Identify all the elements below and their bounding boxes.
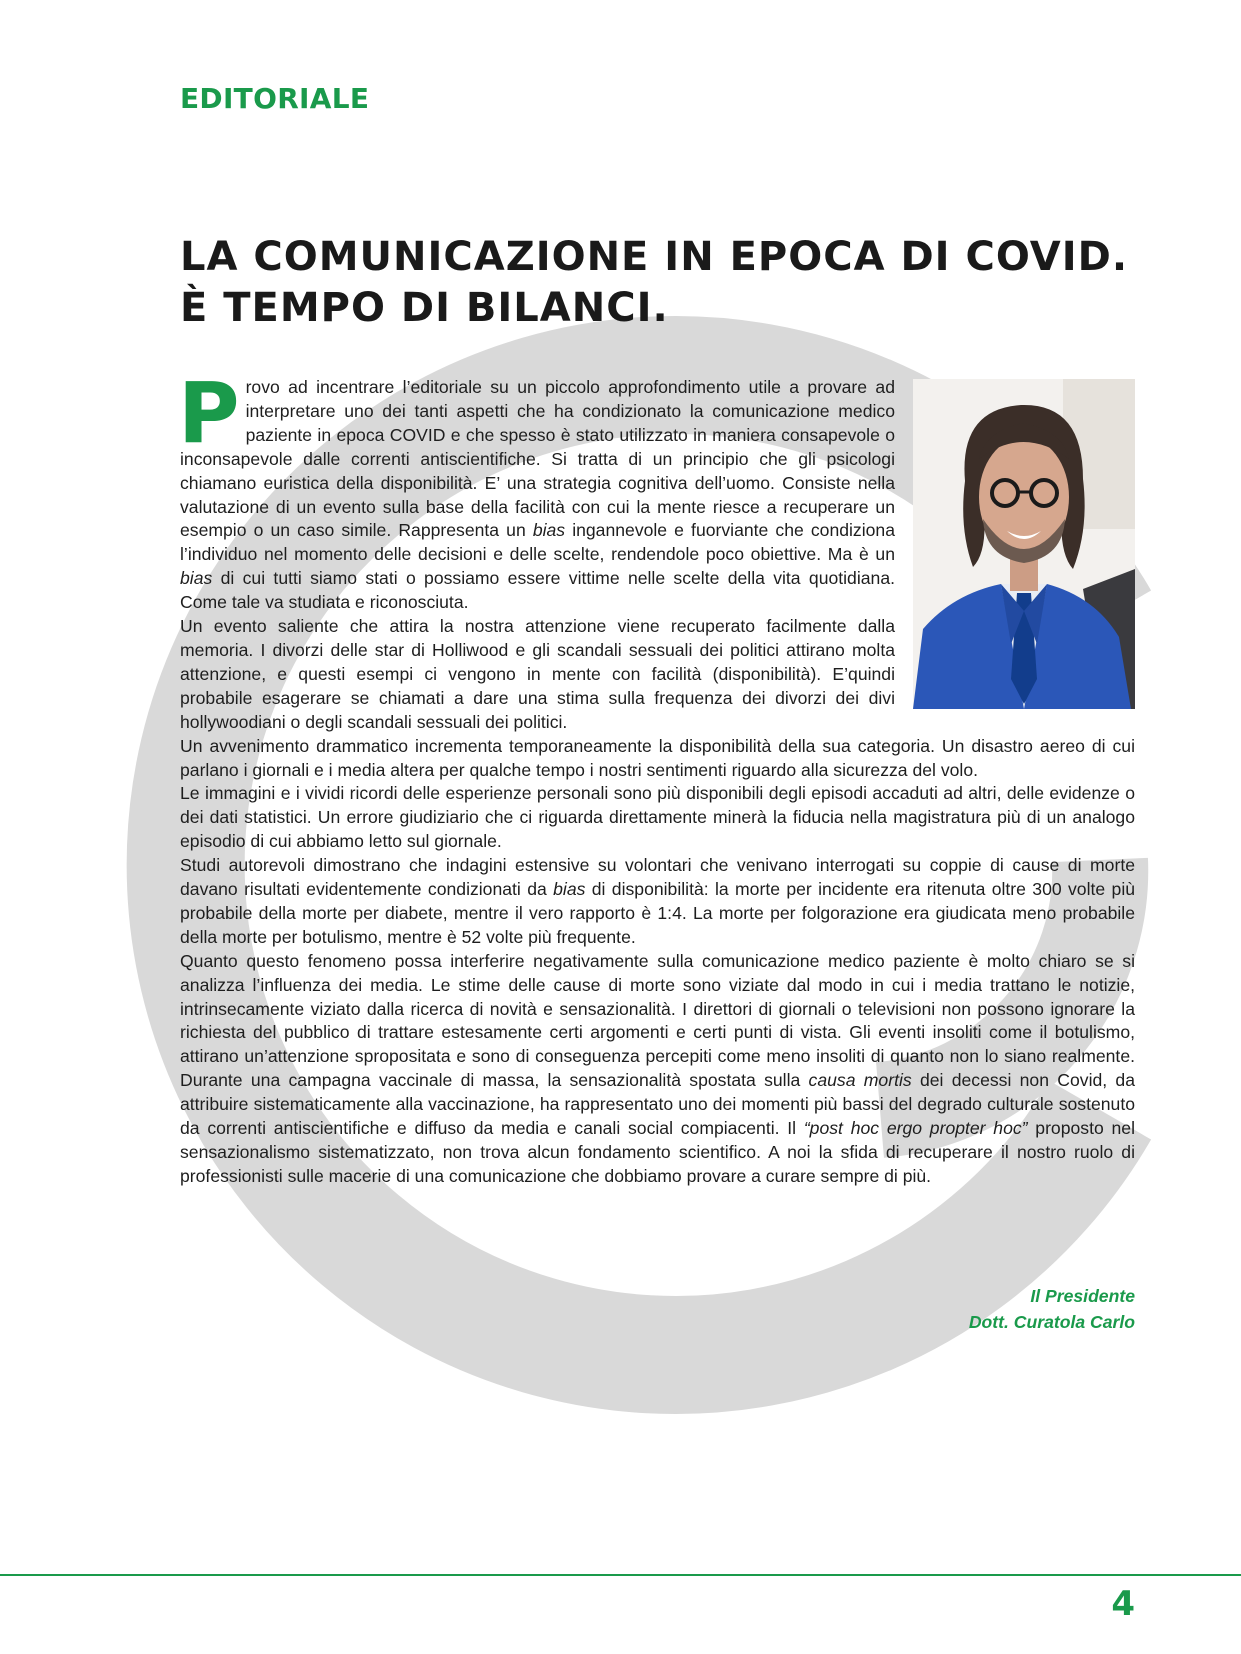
text-run: di disponibilità: la morte per incidente era ritenuta oltre 300 volte più probabile della morte per diabete, mentre il vero rapporto è 1:4. La morte per folgorazione era giudicata meno probabile della morte per botulismo, mentre è 52 volte più frequente. xyxy=(180,879,1136,947)
italic-term: causa mortis xyxy=(808,1070,912,1091)
signature-block xyxy=(969,1283,1135,1335)
paragraph-4: Le immagini e i vividi ricordi delle esperienze personali sono più disponibili degli episodi accaduti ad altri, delle evidenze o dei dati statistici. Un errore giudiziario che ci riguarda direttamente minerà la fiducia nella magistratura più di un analogo episodio di cui abbiamo letto sul giornale. xyxy=(180,783,1135,852)
headline-line-1: LA COMUNICAZIONE IN EPOCA DI COVID. xyxy=(180,234,1129,280)
page-number: 4 xyxy=(1111,1584,1135,1624)
section-label: EDITORIALE xyxy=(180,82,370,115)
italic-term: bias xyxy=(553,879,586,900)
drop-cap: P xyxy=(178,364,240,462)
text-run: Studi autorevoli dimostrano che indagini estensive su volontari che venivano interrogati su coppie di cause di morte davano risultati evidentemente condizionati da xyxy=(180,855,1135,900)
italic-term: bias xyxy=(532,520,566,541)
text-run: ingannevole e fuorviante che condiziona l’individuo nel momento delle decisioni e delle scelte, rendendole poco obiettive. Ma è un xyxy=(180,520,895,565)
italic-term: bias xyxy=(180,568,213,589)
italic-term: “post hoc ergo propter hoc” xyxy=(803,1118,1028,1139)
article-body xyxy=(178,364,1136,1189)
headline-line-2: È TEMPO DI BILANCI. xyxy=(180,285,669,331)
signature-role: Il Presidente xyxy=(1030,1286,1135,1306)
text-run: Quanto questo fenomeno possa interferire negativamente sulla comunicazione medico paziente è molto chiaro se si analizza l’influenza dei media. Le stime delle cause di morte sono viziate dal modo in cui i media trattano le notizie, intrinsecamente viziato dalla ricerca di novità e sensazionalità. I direttori di giornali o televisioni non possono ignorare la richiesta del pubblico di trattare estesamente certi argomenti e certi punti di vista. Gli eventi insoliti come il botulismo, attirano un’attenzione spropositata e sono di conseguenza percepiti come meno insoliti di quanto non lo siano realmente. Durante una campagna vaccinale di massa, la sensazionalità spostata sulla xyxy=(180,950,1135,1091)
paragraph-2: Un evento saliente che attira la nostra attenzione viene recuperato facilmente dalla memoria. I divorzi delle star di Holliwood e gli scandali sessuali dei politici attirano molta attenzione, e questi esempi ci vengono in mente con facilità (disponibilità). E’quindi probabile esagerare se chiamati a dare una stima sulla frequenza dei divorzi dei divi hollywoodiani o degli scandali sessuali dei politici. xyxy=(180,616,895,732)
paragraph-5 xyxy=(180,854,1135,950)
footer-divider xyxy=(0,1574,1241,1576)
text-run: di cui tutti siamo stati o possiamo essere vittime nelle scelte della vita quotidiana. Come tale va studiata e riconosciuta. xyxy=(180,568,895,613)
article-headline xyxy=(180,232,1140,334)
paragraph-6 xyxy=(180,950,1135,1189)
text-run: rovo ad incentrare l’editoriale su un piccolo approfondimento utile a provare ad interpretare uno dei tanti aspetti che ha condizionato la comunicazione medico paziente in epoca COVID e che spesso è stato utilizzato in maniera consapevole o inconsapevole dalle correnti antiscientifiche. Si tratta di un principio che gli psicologi chiamano euristica della disponibilità. E’ una strategia cognitiva dell’uomo. Consiste nella valutazione di un evento sulla base della facilità con cui la mente riesce a recuperare un esempio o un caso simile. Rappresenta un xyxy=(180,377,895,541)
text-run: dei decessi non Covid, da attribuire sistematicamente alla vaccinazione, ha rappresentato uno dei momenti più bassi del degrado culturale sostenuto da correnti antiscientifiche e diffuso da media e canali social compiacenti. Il xyxy=(180,1070,1135,1139)
text-run: proposto nel sensazionalismo sistematizzato, non trova alcun fondamento scientifico. A noi la sfida di recuperare il nostro ruolo di professionisti sulle macerie di una comunicazione che dobbiamo provare a curare sempre di più. xyxy=(180,1118,1135,1186)
signature-name: Dott. Curatola Carlo xyxy=(968,1312,1135,1332)
paragraph-3: Un avvenimento drammatico incrementa temporaneamente la disponibilità della sua categoria. Un disastro aereo di cui parlano i giornali e i media altera per qualche tempo i nostri sentimenti riguardo alla sicurezza del volo. xyxy=(180,735,1135,780)
author-portrait xyxy=(913,379,1135,709)
